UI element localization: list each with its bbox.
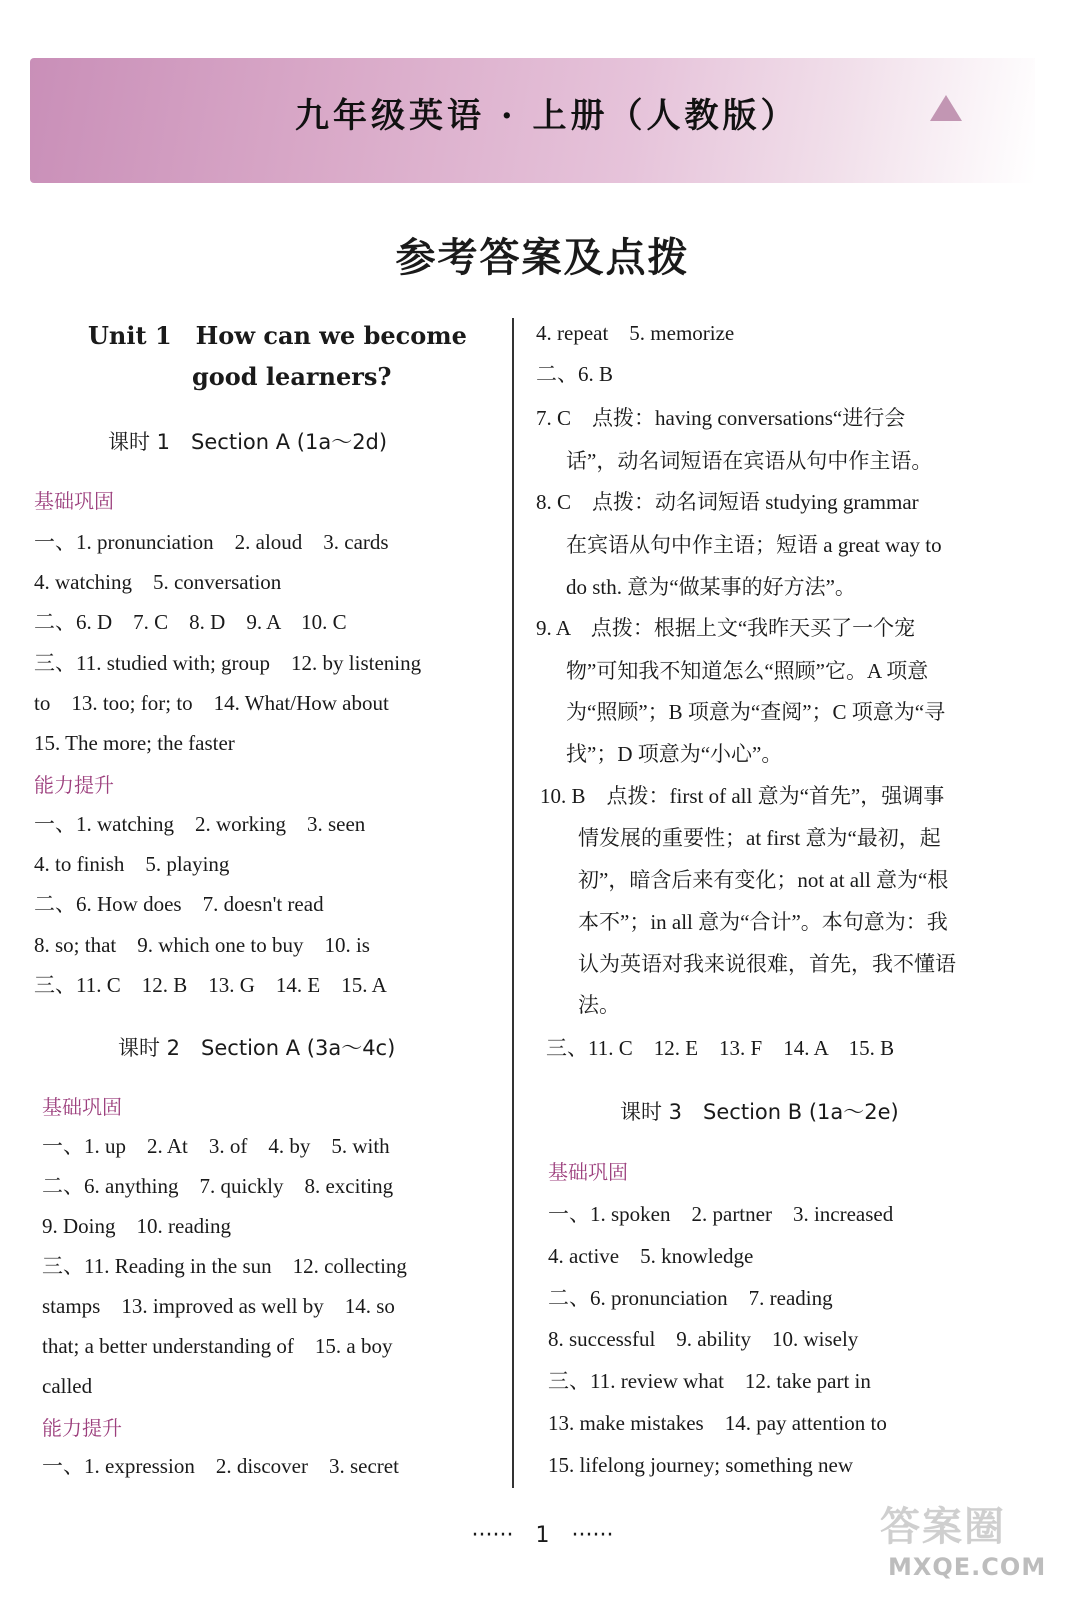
answer-line: 找”；D 项意为“小心”。 [566,742,783,766]
answer-line: 二、6. B [536,362,614,386]
answer-line: 情发展的重要性；at first 意为“最初，起 [578,826,941,850]
answer-line: 认为英语对我来说很难，首先，我不懂语 [578,952,956,976]
lesson-heading: 课时 2 Section A (3a～4c) [118,1036,396,1060]
answer-line: 4. repeat 5. memorize [536,321,735,345]
answer-line: 4. active 5. knowledge [548,1244,754,1268]
answer-line: 7. C 点拨：having conversations“进行会 [536,406,906,430]
answer-line: 4. to finish 5. playing [34,852,230,876]
answer-line: 9. Doing 10. reading [42,1214,231,1238]
answer-line: 二、6. pronunciation 7. reading [548,1286,833,1310]
column-divider [512,318,514,1488]
unit-title: Unit 1 How can we become [88,321,467,350]
answer-line: 在宾语从句中作主语；短语 a great way to [566,533,942,557]
answer-line: 法。 [578,993,620,1017]
watermark [870,1495,1070,1590]
section-label: 基础巩固 [34,489,114,513]
answer-line: 物”可知我不知道怎么“照顾”它。A 项意 [566,659,929,683]
section-label: 能力提升 [42,1416,122,1440]
answer-line: 话”，动名词短语在宾语从句中作主语。 [566,449,933,473]
answer-line: 10. B 点拨：first of all 意为“首先”，强调事 [540,784,945,808]
answer-line: to 13. too; for; to 14. What/How about [34,691,389,715]
answer-line: 三、11. studied with; group 12. by listening [34,651,422,675]
answer-line: do sth. 意为“做某事的好方法”。 [566,575,856,599]
answer-line: 一、1. pronunciation 2. aloud 3. cards [34,530,389,554]
answer-line: 8. successful 9. ability 10. wisely [548,1327,859,1351]
answer-line: 一、1. up 2. At 3. of 4. by 5. with [42,1134,390,1158]
answer-line: 三、11. C 12. B 13. G 14. E 15. A [34,973,387,997]
answer-line: that; a better understanding of 15. a boy [42,1334,393,1358]
answer-line: stamps 13. improved as well by 14. so [42,1294,395,1318]
answer-line: 8. so; that 9. which one to buy 10. is [34,933,370,957]
answer-line: 本不”；in all 意为“合计”。本句意为：我 [578,910,948,934]
answer-line: 三、11. C 12. E 13. F 14. A 15. B [546,1036,895,1060]
answer-line: 8. C 点拨：动名词短语 studying grammar [536,490,919,514]
answer-line: 三、11. Reading in the sun 12. collecting [42,1254,407,1278]
answer-line: 13. make mistakes 14. pay attention to [548,1411,887,1435]
answer-line: 三、11. review what 12. take part in [548,1369,871,1393]
answer-line: 15. lifelong journey; something new [548,1453,854,1477]
lesson-heading: 课时 1 Section A (1a～2d) [108,430,388,454]
answer-line: 一、1. expression 2. discover 3. secret [42,1454,399,1478]
answer-line: 9. A 点拨：根据上文“我昨天买了一个宠 [536,616,916,640]
book-title: 九年级英语 · 上册（人教版） [295,96,799,136]
answer-line: 二、6. anything 7. quickly 8. exciting [42,1174,394,1198]
section-label: 基础巩固 [548,1160,628,1184]
answer-line: 二、6. How does 7. doesn't read [34,892,324,916]
watermark-logo-text: 答案圈 [880,1504,1006,1550]
answer-line: called [42,1374,93,1398]
section-label: 基础巩固 [42,1095,122,1119]
answer-line: 一、1. spoken 2. partner 3. increased [548,1202,894,1226]
banner-decoration-icon [930,95,962,121]
unit-title-cont: good learners? [192,362,392,391]
answer-line: 一、1. watching 2. working 3. seen [34,812,366,836]
answer-line: 4. watching 5. conversation [34,570,282,594]
answer-line: 初”，暗含后来有变化；not at all 意为“根 [578,868,949,892]
answer-line: 二、6. D 7. C 8. D 9. A 10. C [34,610,347,634]
lesson-heading: 课时 3 Section B (1a～2e) [620,1100,899,1124]
section-label: 能力提升 [34,773,114,797]
answer-line: 为“照顾”；B 项意为“查阅”；C 项意为“寻 [566,700,946,724]
page-number: ······ 1 ······ [471,1523,614,1548]
watermark-url: MXQE.COM [888,1553,1047,1581]
answer-line: 15. The more; the faster [34,731,235,755]
page-title: 参考答案及点拨 [395,234,690,281]
